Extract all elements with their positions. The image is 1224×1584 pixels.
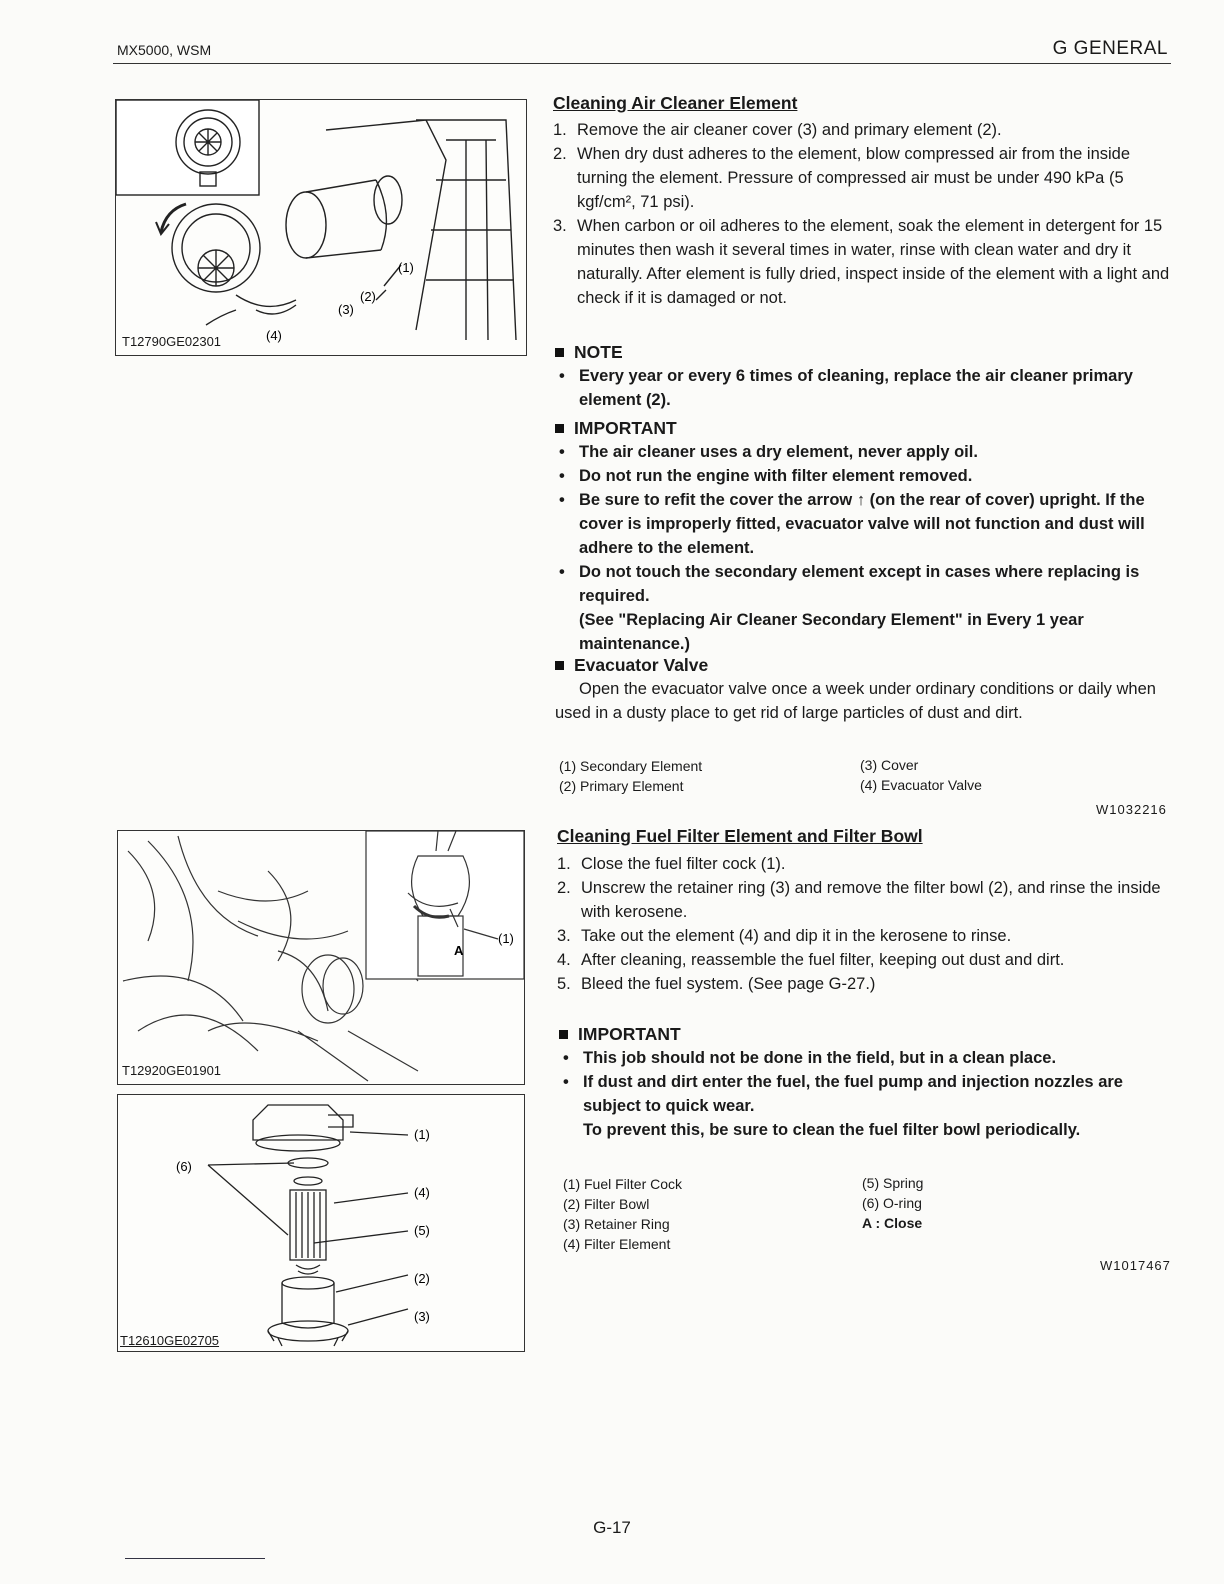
- callout-5: (5): [414, 1223, 430, 1238]
- section-title-air-cleaner: Cleaning Air Cleaner Element: [553, 93, 798, 113]
- figure-code: T12610GE02705: [120, 1333, 220, 1348]
- step-item: 2. When dry dust adheres to the element, blow compressed air from the inside turning the element. Pressure of compressed air must be under 490 kPa (5 kgf/cm², 71 psi).: [553, 145, 1131, 211]
- legend-left-1: (1) Secondary Element (2) Primary Element: [559, 758, 703, 794]
- air-cleaner-steps: [553, 118, 1171, 310]
- evacuator-block: Evacuator Valve Open the evacuator valve once a week under ordinary conditions or daily when used in a dusty place to get rid of large particles of dust and dirt.: [555, 653, 1171, 725]
- step-item: 2. Unscrew the retainer ring (3) and remove the filter bowl (2), and rinse the inside with kerosene.: [557, 879, 1161, 921]
- callout-1: (1): [414, 1127, 430, 1142]
- step-item: 5. Bleed the fuel system. (See page G-27.): [557, 975, 876, 993]
- important-block: IMPORTANT • The air cleaner uses a dry element, never apply oil. • Do not run the engine with filter element removed. • Be sure to refit the cover the arrow ↑ (on the rear of cover) upright. If the cover is improperly fitted, evacuator valve will not function and dust will adhere to the element. • Do not touch the secondary element except in cases where replacing is required. (See "Replacing Air Cleaner Secondary Element" in Every 1 year maintenance.): [555, 416, 1171, 656]
- ref-code-1: W1032216: [1096, 802, 1167, 817]
- ref-code-2: W1017467: [1100, 1258, 1171, 1273]
- figure-code: T12920GE01901: [122, 1063, 222, 1078]
- callout-4: (4): [266, 328, 282, 343]
- important-block-2: IMPORTANT • This job should not be done in the field, but in a clean place. • If dust and dirt enter the fuel, the fuel pump and injection nozzles are subject to quick wear. To prevent this, be sure to clean the fuel filter bowl periodically.: [559, 1022, 1175, 1142]
- important-item: • The air cleaner uses a dry element, never apply oil.: [555, 440, 1171, 464]
- header-model: MX5000, WSM: [117, 42, 212, 58]
- section-title-fuel-filter: Cleaning Fuel Filter Element and Filter Bowl: [557, 826, 923, 846]
- legend-right-2: (5) Spring (6) O-ring A : Close: [862, 1175, 924, 1231]
- important-item: • If dust and dirt enter the fuel, the fuel pump and injection nozzles are subject to quick wear.: [559, 1070, 1175, 1118]
- important-item: • Do not touch the secondary element except in cases where replacing is required.: [555, 560, 1171, 608]
- step-item: 4. After cleaning, reassemble the fuel filter, keeping out dust and dirt.: [557, 951, 1065, 969]
- header-rule: [113, 63, 1171, 64]
- step-item: 3. When carbon or oil adheres to the element, soak the element in detergent for 15 minutes then wash it several times in water, rinse with clean water and dry it naturally. After element is fully dried, inspect inside of the element with a light and check if it is damaged or not.: [553, 217, 1170, 307]
- square-bullet-icon: [559, 1030, 568, 1039]
- callout-A: A: [454, 943, 464, 958]
- legend-left-2: (1) Fuel Filter Cock (2) Filter Bowl (3) Retainer Ring (4) Filter Element: [563, 1176, 683, 1252]
- callout-1: (1): [398, 260, 414, 275]
- callout-2: (2): [360, 289, 376, 304]
- callout-2: (2): [414, 1271, 430, 1286]
- important-item: • This job should not be done in the field, but in a clean place.: [559, 1046, 1175, 1070]
- callout-6: (6): [176, 1159, 192, 1174]
- callout-1: (1): [498, 931, 514, 946]
- callout-3: (3): [414, 1309, 430, 1324]
- square-bullet-icon: [555, 424, 564, 433]
- step-item: 1. Remove the air cleaner cover (3) and primary element (2).: [553, 121, 1002, 139]
- fuel-filter-photo-figure: [117, 830, 525, 1085]
- fuel-filter-steps: [557, 852, 1175, 996]
- legend-right-1: (3) Cover (4) Evacuator Valve: [860, 757, 982, 793]
- figure-code: T12790GE02301: [122, 334, 222, 349]
- fuel-filter-exploded-figure: [117, 1094, 525, 1352]
- air-cleaner-figure: [115, 99, 527, 356]
- evacuator-text: Open the evacuator valve once a week under ordinary conditions or daily when used in a dusty place to get rid of large particles of dust and dirt.: [555, 680, 1156, 722]
- fuel-filter-exploded-diagram: [118, 1095, 524, 1351]
- important-item: To prevent this, be sure to clean the fuel filter bowl periodically.: [583, 1121, 1081, 1139]
- important-item: • Do not run the engine with filter element removed.: [555, 464, 1171, 488]
- page-number: G-17: [593, 1518, 631, 1537]
- step-item: 1. Close the fuel filter cock (1).: [557, 855, 786, 873]
- square-bullet-icon: [555, 661, 564, 670]
- fuel-filter-photo: [118, 831, 524, 1084]
- callout-4: (4): [414, 1185, 430, 1200]
- step-item: 3. Take out the element (4) and dip it in the kerosene to rinse.: [557, 927, 1012, 945]
- footer-rule: [125, 1558, 265, 1559]
- important-item: • Be sure to refit the cover the arrow ↑ (on the rear of cover) upright. If the cover is improperly fitted, evacuator valve will not function and dust will adhere to the element.: [555, 488, 1171, 560]
- note-item: • Every year or every 6 times of cleaning, replace the air cleaner primary element (2).: [555, 364, 1171, 412]
- square-bullet-icon: [555, 348, 564, 357]
- note-block: NOTE • Every year or every 6 times of cleaning, replace the air cleaner primary element (2).: [555, 340, 1171, 412]
- air-cleaner-illustration: [116, 100, 526, 355]
- header-section: G GENERAL: [1052, 38, 1168, 59]
- important-reference: (See "Replacing Air Cleaner Secondary Element" in Every 1 year maintenance.): [579, 611, 1084, 653]
- callout-3: (3): [338, 302, 354, 317]
